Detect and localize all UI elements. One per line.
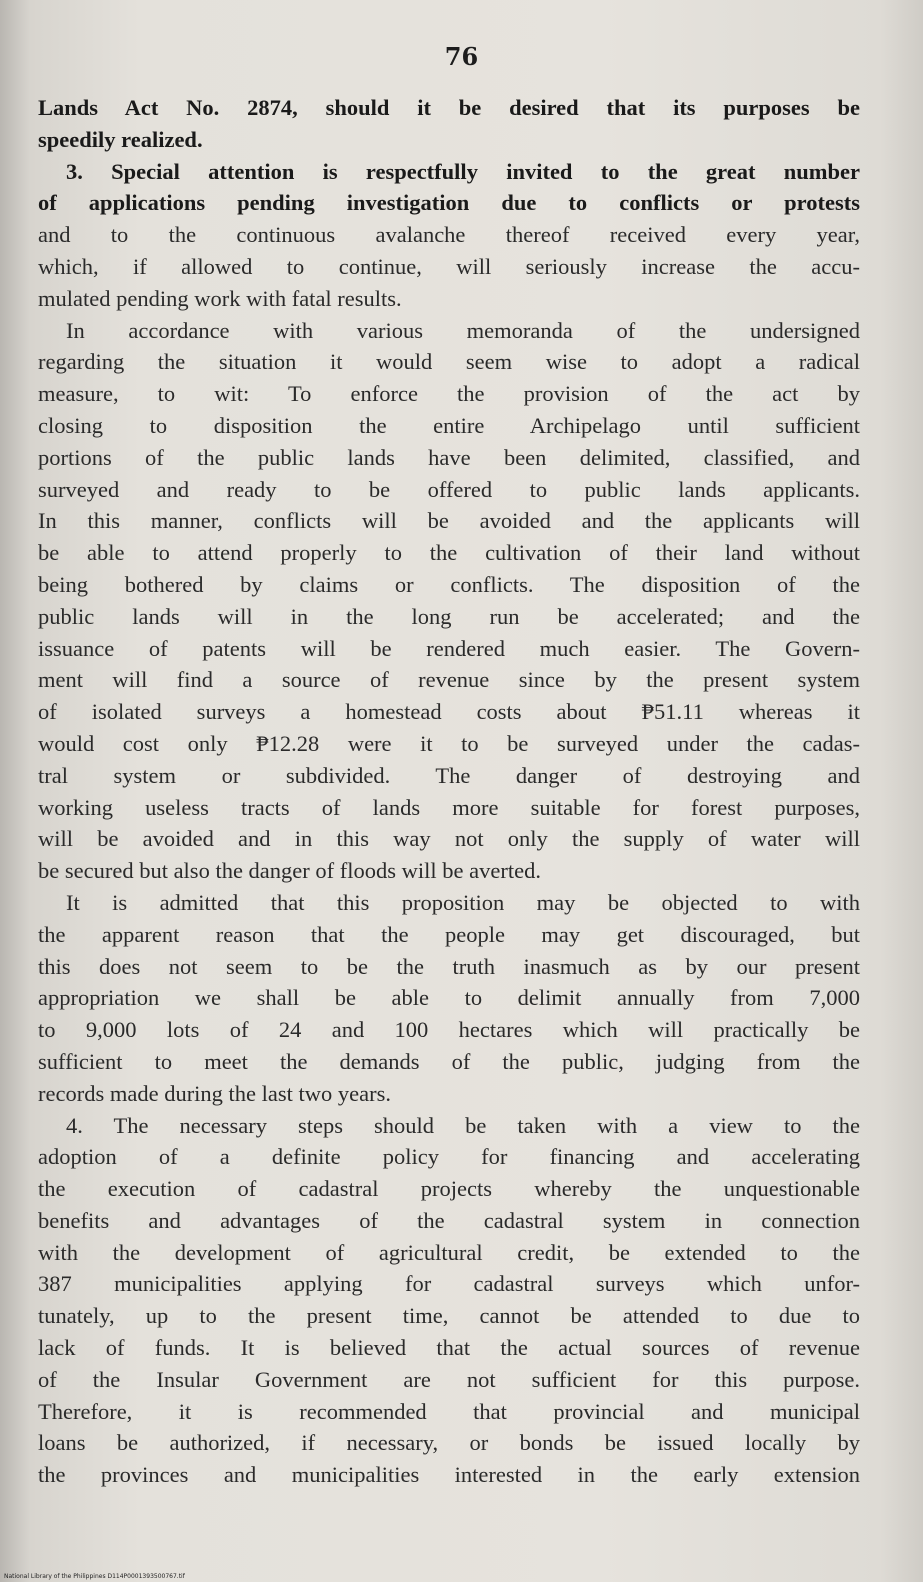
text-line: ment will find a source of revenue since by the present system — [38, 667, 860, 693]
text-line: In this manner, conflicts will be avoided and the applicants will — [38, 508, 860, 534]
text-line: which, if allowed to continue, will seriously increase the accu- — [38, 253, 860, 279]
text-line: of the Insular Government are not sufficient for this purpose. — [38, 1366, 860, 1392]
text-line: In accordance with various memoranda of the undersigned — [66, 317, 860, 343]
text-line: adoption of a definite policy for financing and accelerating — [38, 1144, 860, 1170]
text-line: It is admitted that this proposition may be objected to with — [66, 889, 860, 915]
scan-footer: National Library of the Philippines D114P0001393500767.tif — [4, 1573, 185, 1580]
text-line: public lands will in the long run be accelerated; and the — [38, 603, 860, 629]
text-line: working useless tracts of lands more suitable for forest purposes, — [38, 794, 860, 820]
text-line: Therefore, it is recommended that provincial and municipal — [38, 1398, 860, 1424]
text-line: be secured but also the danger of floods will be averted. — [38, 858, 541, 884]
text-line: sufficient to meet the demands of the public, judging from the — [38, 1048, 860, 1074]
text-line: will be avoided and in this way not only the supply of water will — [38, 826, 860, 852]
text-line: being bothered by claims or conflicts. The disposition of the — [38, 571, 860, 597]
text-line: measure, to wit: To enforce the provision of the act by — [38, 381, 860, 407]
page-number: 76 — [444, 42, 479, 71]
text-line: would cost only ₱12.28 were it to be surveyed under the cadas- — [38, 730, 860, 756]
text-line: Lands Act No. 2874, should it be desired that its purposes be — [38, 95, 860, 120]
text-line: benefits and advantages of the cadastral system in connection — [38, 1207, 860, 1233]
text-line: of applications pending investigation due to conflicts or protests — [38, 190, 860, 216]
text-line: tral system or subdivided. The danger of destroying and — [38, 762, 860, 788]
text-line: tunately, up to the present time, cannot be attended to due to — [38, 1303, 860, 1329]
text-line: lack of funds. It is believed that the actual sources of revenue — [38, 1335, 860, 1361]
text-line: appropriation we shall be able to delimit annually from 7,000 — [38, 985, 860, 1011]
text-line: 387 municipalities applying for cadastral surveys which unfor- — [38, 1271, 860, 1297]
body-text — [38, 92, 860, 1491]
text-line: portions of the public lands have been delimited, classified, and — [38, 444, 860, 470]
text-line: records made during the last two years. — [38, 1080, 392, 1106]
text-line: of isolated surveys a homestead costs about ₱51.11 whereas it — [38, 699, 860, 725]
text-line: closing to disposition the entire Archipelago until sufficient — [38, 412, 860, 438]
text-line: issuance of patents will be rendered much easier. The Govern- — [38, 635, 860, 661]
text-line: regarding the situation it would seem wise to adopt a radical — [38, 349, 860, 375]
text-line: the execution of cadastral projects whereby the unquestionable — [38, 1176, 860, 1202]
text-line: 3. Special attention is respectfully invited to the great number — [66, 158, 860, 184]
text-line: and to the continuous avalanche thereof received every year, — [38, 222, 860, 248]
text-line: loans be authorized, if necessary, or bonds be issued locally by — [38, 1430, 860, 1456]
text-line: the provinces and municipalities interested in the early extension — [38, 1462, 860, 1488]
text-line: this does not seem to be the truth inasmuch as by our present — [38, 953, 860, 979]
text-line: be able to attend properly to the cultivation of their land without — [38, 540, 860, 566]
text-line: 4. The necessary steps should be taken with a view to the — [66, 1112, 860, 1138]
text-line: to 9,000 lots of 24 and 100 hectares which will practically be — [38, 1017, 860, 1043]
text-line: mulated pending work with fatal results. — [38, 285, 402, 311]
text-line: with the development of agricultural credit, be extended to the — [38, 1239, 860, 1265]
text-line: surveyed and ready to be offered to public lands applicants. — [38, 476, 860, 502]
text-line: the apparent reason that the people may get discouraged, but — [38, 921, 860, 947]
text-line: speedily realized. — [38, 126, 203, 152]
